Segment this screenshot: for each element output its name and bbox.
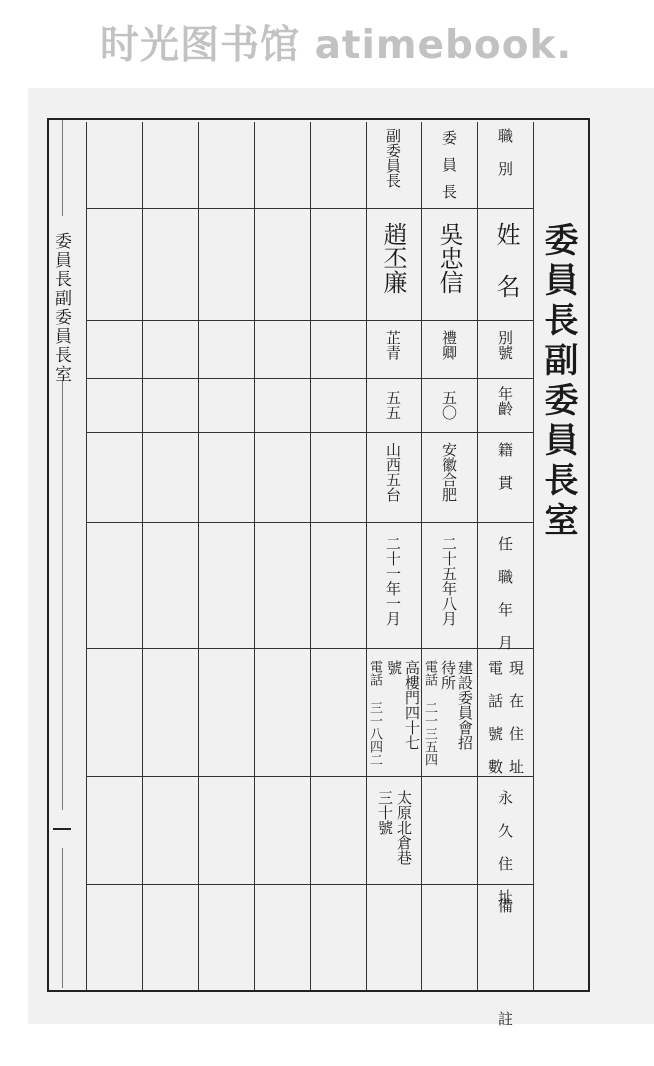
row2-phone: 電話 三一八四二 <box>367 660 382 766</box>
row2-address-line1: 高樓門四十七 <box>403 660 421 750</box>
watermark: 时光图书馆 atimebook. <box>100 23 573 68</box>
row-divider <box>86 522 533 523</box>
header-position: 職 別 <box>496 128 514 176</box>
row1-origin: 安徽合肥 <box>440 442 458 502</box>
page-title: 委員長副委員長室 <box>538 222 578 542</box>
row1-address-line2: 待所 <box>439 660 457 690</box>
row1-name: 吳忠信 <box>435 222 463 294</box>
row2-origin: 山西五台 <box>384 442 402 502</box>
row2-permanent-line1: 太原北倉巷 <box>395 790 413 865</box>
header-permanent: 永 久 住 址 <box>496 790 514 904</box>
column-divider <box>254 122 255 990</box>
row2-address-line2: 號 <box>385 660 403 675</box>
column-divider <box>421 122 422 990</box>
row1-age: 五〇 <box>440 390 458 420</box>
row1-appointed: 二十五年八月 <box>440 536 458 626</box>
column-divider <box>310 122 311 990</box>
header-remarks: 備 註 <box>496 898 514 1066</box>
column-divider <box>477 122 478 990</box>
column-divider <box>142 122 143 990</box>
row-divider <box>86 432 533 433</box>
header-alias: 別號 <box>496 330 514 360</box>
column-divider <box>533 122 534 990</box>
row-divider <box>86 378 533 379</box>
row1-position: 委員長 <box>440 130 458 211</box>
row-divider <box>86 208 533 209</box>
header-phone: 電 話 號 數 <box>486 660 504 774</box>
running-title: 委員長副委員長室 <box>51 232 71 384</box>
row2-alias: 芷青 <box>384 330 402 360</box>
row2-age: 五五 <box>384 390 402 420</box>
header-name: 姓 名 <box>492 222 520 298</box>
header-origin: 籍 貫 <box>496 442 514 490</box>
row1-address-line1: 建設委員會招 <box>456 660 474 750</box>
row-divider <box>86 648 533 649</box>
header-address: 現 在 住 址 <box>507 660 525 774</box>
row-divider <box>86 320 533 321</box>
column-divider <box>86 122 87 990</box>
header-age: 年齡 <box>496 386 514 416</box>
row-divider <box>86 884 533 885</box>
row2-name: 趙丕廉 <box>379 222 407 294</box>
column-divider <box>366 122 367 990</box>
row2-position: 副委員長 <box>384 128 402 188</box>
column-divider <box>198 122 199 990</box>
row-divider <box>86 776 533 777</box>
row2-appointed: 二十一年一月 <box>384 536 402 626</box>
header-appointed: 任 職 年 月 <box>496 536 514 650</box>
row1-alias: 禮卿 <box>440 330 458 360</box>
row1-phone: 電話 二一三五四 <box>422 660 437 766</box>
row2-permanent-line2: 三十號 <box>376 790 394 835</box>
